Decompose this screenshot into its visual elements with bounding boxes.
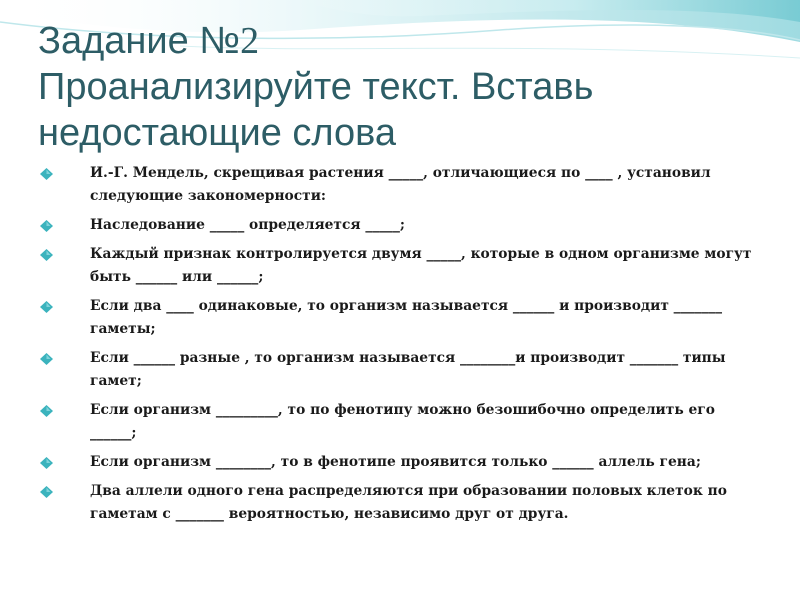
list-item-text: И.-Г. Мендель, скрещивая растения _____, отличающиеся по ____ , установил следующие закономерности: xyxy=(90,165,711,204)
teal-diamond-bullet-icon xyxy=(40,486,53,498)
title-prefix: Задание № xyxy=(38,20,241,62)
list-item xyxy=(40,214,760,237)
list-item-text: Если организм ________, то в фенотипе проявится только ______ аллель гена; xyxy=(90,454,701,470)
teal-diamond-bullet-icon xyxy=(40,301,53,313)
list-item xyxy=(40,295,760,341)
teal-diamond-bullet-icon xyxy=(40,457,53,469)
title-line-3: недостающие слова xyxy=(38,112,397,154)
list-item xyxy=(40,399,760,445)
teal-diamond-bullet-icon xyxy=(40,220,53,232)
list-item xyxy=(40,480,760,526)
task-list xyxy=(40,162,760,532)
list-item-text: Два аллели одного гена распределяются при образовании половых клеток по гаметам с _______ вероятностью, независимо друг от друга. xyxy=(90,483,727,522)
list-item-text: Если организм _________, то по фенотипу можно безошибочно определить его ______; xyxy=(90,402,715,441)
list-item-text: Если два ____ одинаковые, то организм называется ______ и производит _______ гаметы; xyxy=(90,298,722,337)
title-line-2: Проанализируйте текст. Вставь xyxy=(38,66,594,108)
list-item xyxy=(40,162,760,208)
title-number: 2 xyxy=(240,20,260,62)
list-item xyxy=(40,347,760,393)
teal-diamond-bullet-icon xyxy=(40,405,53,417)
list-item xyxy=(40,451,760,474)
teal-diamond-bullet-icon xyxy=(40,249,53,261)
title-line-1 xyxy=(38,18,778,64)
list-item xyxy=(40,243,760,289)
list-item-text: Наследование _____ определяется _____; xyxy=(90,217,405,233)
slide-title xyxy=(38,18,778,156)
teal-diamond-bullet-icon xyxy=(40,353,53,365)
teal-diamond-bullet-icon xyxy=(40,168,53,180)
list-item-text: Если ______ разные , то организм называется ________и производит _______ типы гамет; xyxy=(90,350,726,389)
list-item-text: Каждый признак контролируется двумя _____, которые в одном организме могут быть ______ или ______; xyxy=(90,246,752,285)
